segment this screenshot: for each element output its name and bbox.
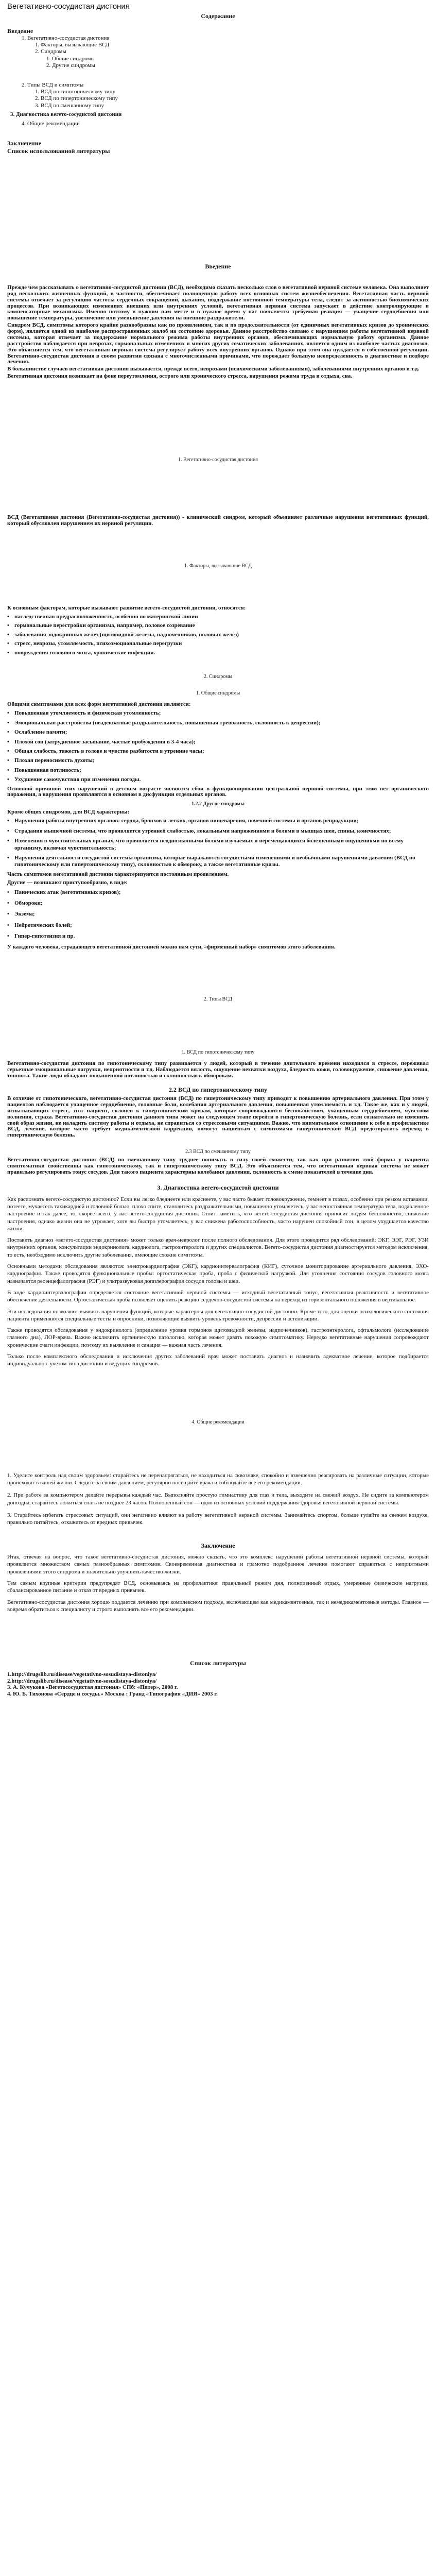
hypotonic-caption: 1. ВСД по гипотоническому типу xyxy=(181,1049,255,1055)
bullet-icon: • xyxy=(7,900,9,906)
syndromes-caption: 2. Синдромы xyxy=(203,674,233,680)
contents-heading: Содержание xyxy=(201,12,235,20)
list-item-text: Нарушения деятельности сосудистой системы организма, которые выражаются сосудистыми изменениями и необычными нарушениями давления (ВСД по гипотоническому или гипертоническому типу), склонностью к обмороку, а также вегетативные кризы. xyxy=(14,854,415,868)
conclusion-paragraph: Итак, отвечая на вопрос, что такое вегетативно-сосудистая дистония, можно сказать, что это комплекс нарушений работы вегетативной нервной системы, который проявляется множеством самых разнообразных симптомов. Своевременная диагностика и грамотно подобранное лечение помогают справиться с неприятными проявлениями этого синдрома и значительно улучшить качество жизни. xyxy=(7,1554,429,1575)
list-item-text: Плохая переносимость духоты; xyxy=(14,757,95,764)
bullet-icon: • xyxy=(7,838,9,844)
bullet-icon: • xyxy=(7,719,9,726)
list-item-text: Плохой сон (затрудненное засыпание, частые пробуждения в 3-4 часа); xyxy=(14,738,196,745)
bullet-icon: • xyxy=(7,922,9,928)
other-syndromes-outro: Часть симптомов вегетативной дистонии характеризуются постоянным проявлением. xyxy=(7,871,229,877)
bullet-icon: • xyxy=(7,631,9,638)
list-item xyxy=(7,614,429,620)
list-item xyxy=(7,729,429,736)
list-item xyxy=(7,739,429,745)
other-syndromes-list xyxy=(7,818,429,868)
toc-item[interactable]: 2. Другие синдромы xyxy=(46,62,95,69)
paroxysmal-list xyxy=(7,889,429,940)
list-item xyxy=(7,622,429,629)
bullet-icon: • xyxy=(7,757,9,764)
list-item xyxy=(7,776,429,783)
list-item xyxy=(7,818,429,824)
bullet-icon: • xyxy=(7,827,9,834)
list-item xyxy=(7,838,429,852)
conclusion-paragraph: Вегетативно-сосудистая дистония хорошо поддается лечению при комплексном подходе, включающем как медикаментозные, так и немедикаментозные методы. Главное — вовремя обратиться к специалисту и строго выполнять все его рекомендации. xyxy=(7,1599,429,1613)
factors-caption: 1. Факторы, вызывающие ВСД xyxy=(184,563,252,569)
list-item xyxy=(7,632,429,638)
bullet-icon: • xyxy=(7,911,9,918)
toc-item[interactable]: 2. Синдромы xyxy=(35,48,66,55)
bullet-icon: • xyxy=(7,818,9,824)
list-item-text: Повышенная потливость; xyxy=(14,767,81,773)
recommendation-item: 3. Старайтесь избегать стрессовых ситуаций, они негативно влияют на работу вегетативной нервной системы. Занимайтесь спортом, больше гуляйте на свежем воздухе, правильно питайтесь, откажитесь от вредных привычек. xyxy=(7,1512,429,1526)
hypertonic-text: В отличие от гипотонического, вегетативно-сосудистая дистония (ВСД) по гипертоническому типу приводит к повышению артериального давления. При этом у пациентов наблюдается учащенное сердцебиение, головные боли, колебания артериального давления, повышенная утомляемость и т.д. Такое же, как и у людей, испытывающих стресс, этот пациент, склонен к гипертоническим кризам, которые сопровождаются беспокойством, учащенным сердцебиением, чувством волнения, страха. Вегетативно-сосудистая дистония данного типа может на следующем этапе перейти в гипертоническую болезнь, если сознательно не изменить свой образ жизни, не наладить систему работы и отдыха, не справиться со стрессовыми ситуациями. Важно, что внимательное отношение к себе в профилактике ВСД, лечение, которое часто требует медикаментозной коррекции, помогут пациентам с симптомами гипертонической ВСД предотвратить переход в гипертоническую болезнь. xyxy=(7,1095,429,1139)
paroxysmal-intro: Другие — возникают приступообразно, в виде: xyxy=(7,879,128,886)
list-item xyxy=(7,640,429,647)
sources-list xyxy=(7,1671,429,1698)
list-item-text: Экзема; xyxy=(14,911,35,918)
toc-item[interactable]: 3. Диагностика вегето-сосудистой дистонии xyxy=(10,111,122,118)
mixed-caption: 2.3 ВСД по смешанному типу xyxy=(185,1149,251,1155)
intro-heading: Введение xyxy=(205,263,231,270)
bullet-icon: • xyxy=(7,710,9,717)
bullet-icon: • xyxy=(7,748,9,754)
list-item-text: Изменения в чувствительных органах, что проявляется неоднозначными болями изучаемых и перемещающихся болезненными ощущениями по всему организму, включая чувствительность; xyxy=(14,838,404,851)
diagnostics-paragraph: Только после комплексного обследования и исключения других заболеваний врач может поставить диагноз и назначить адекватное лечение, которое подбирается индивидуально с учетом типа дистонии и ведущих синдромов. xyxy=(7,1353,429,1367)
general-syndromes-intro: Общими симптомами для всех форм вегетативной дистонии являются: xyxy=(7,701,191,708)
mixed-text: Вегетативно-сосудистая дистония (ВСД) по смешанному типу труднее понимать в силу своей схожести, так как при развитии этой формы у пациента симптоматики свойственны как гипотоническому, так и гипертоническому типу ВСД. Это объясняется тем, что вегетативная нервная система не может правильно регулировать тонус сосудов. Для такого пациента характерны колебания давления, склонность к смене показателей в течение дня. xyxy=(7,1157,429,1176)
table-of-contents xyxy=(7,27,429,155)
diagnostics-paragraph: Эти исследования позволяют выявить нарушения функций, которые характерны для вегетативно-сосудистой дистонии. Кроме того, для оценки психологического состояния пациента применяются специальные тесты и опросники, позволяющие выявить уровень тревожности, депрессии и астенизации. xyxy=(7,1308,429,1322)
general-syndromes-outro: Основной причиной этих нарушений в детском возрасте являются сбои в функционировании центральной нервной системы, при этом нет органического поражения, а нарушения проявляются в основном в дисфункции отдельных органов. xyxy=(7,785,429,798)
bullet-icon: • xyxy=(7,640,9,647)
recommendation-item: 1. Уделите контроль над своим здоровьем: старайтесь не перенапрягаться, не находиться на сквозняке, спокойно и взвешенно реагировать на различные ситуации, которые происходят в вашей жизни. Следите за своим давлением, регулярно посещайте врача и соблюдайте все его рекомендации. xyxy=(7,1472,429,1486)
list-item xyxy=(7,767,429,774)
diagnostics-paragraph: Основными методами обследования являются: электрокардиография (ЭКГ), кардиоинтервалография (КИГ), суточное мониторирование артериального давления, ЭХО-кардиография. Также проводятся функциональные пробы: ортостатическая проба, проба с физической нагрузкой. Для уточнения состояния сосудов головного мозга назначается реоэнцефалография (РЭГ) и ультразвуковая допплерография сосудов головы и шеи. xyxy=(7,1263,429,1284)
intro-paragraph-1: Прежде чем рассказывать о вегетативно-сосудистой дистонии (ВСД), необходимо сказать несколько слов о вегетативной нервной системе человека. Она выполняет ряд нескольких жизненных функций, в частности, обеспечивает полноценную работу всех основных систем жизнеобеспечения. Вегетативная часть нервной системы отвечает за регуляцию частоты сердечных сокращений, дыхания, поддержание постоянной температуры тела, следит за активностью биохимических процессов. При возникающих изменениях внешних или внутренних условий, вегетативная нервная система запускает в действие контролирующие и компенсаторные механизмы. Именно поэтому в нужном нам месте и в нужное время у нас появляется требуемая реакция — учащение сердцебиения или повышение температуры, увеличение или уменьшение давления на внешние раздражители. xyxy=(7,284,429,321)
bullet-icon: • xyxy=(7,738,9,745)
sources-heading: Список литературы xyxy=(190,1659,246,1667)
list-item-text: Страдания мышечной системы, что проявляется утренней слабостью, локальными напряжениями и болями в мышцах шеи, спины, конечностях; xyxy=(14,827,391,834)
list-item-text: Ухудшение самочувствия при изменении погоды. xyxy=(14,776,141,783)
toc-item[interactable]: 1. Вегетативно-сосудистая дистония xyxy=(22,35,110,41)
factors-list xyxy=(7,614,429,656)
toc-item[interactable]: 2. ВСД по гипертоническому типу xyxy=(35,95,118,102)
bullet-icon: • xyxy=(7,767,9,773)
other-syndromes-caption: 1.2.2 Другие синдромы xyxy=(191,801,245,807)
list-item xyxy=(7,650,429,656)
factors-intro: К основным факторам, которые вызывают развитие вегето-сосудистой дистонии, относятся: xyxy=(7,605,246,612)
intro-paragraph-3: В большинстве случаев вегетативная дистония вызывается, прежде всего, неврозами (психическими заболеваниями), заболеваниями внутренних органов и т.д. xyxy=(7,366,420,372)
list-item-text: Панических атак (вегетативных кризов); xyxy=(14,889,121,895)
toc-sources[interactable]: Список использованной литературы xyxy=(7,147,110,155)
list-item-text: Нарушения работы внутренних органов: сердца, бронхов и легких, органов пищеварения, почечной системы и органов репродукции; xyxy=(14,818,359,824)
source-link[interactable]: 2.http://drugslib.ru/disease/vegetativno-sosudistaya-distoniya/ xyxy=(7,1677,157,1684)
toc-item[interactable]: 2. Типы ВСД и симптомы xyxy=(22,81,84,88)
list-item xyxy=(7,855,429,869)
toc-item[interactable]: 1. ВСД по гипотоническому типу xyxy=(35,88,116,95)
list-item-text: Общая слабость, тяжесть в голове и чувство разбитости в утренние часы; xyxy=(14,748,204,754)
list-item-text: наследственная предрасположенность, особенно по материнской линии xyxy=(14,614,198,620)
chapter-3-heading: 3. Диагностика вегето-сосудистой дистонии xyxy=(157,1184,279,1192)
intro-paragraph-2: Синдром ВСД, симптомы которого крайне разнообразны как по проявлениям, так и по продолжительности (от единичных вегетативных кризов до хронических форм), является одной из наиболее распространенных жалоб на состояние здоровья. Данное расстройство связано с нарушением работы вегетативной нервной системы, которая отвечает за поддержание нормального режима работы внутренних органов, обеспечивающих нормальную работу организма. Данное расстройство наблюдается при неврозах, гормональных изменениях и многих других соматических заболеваниях, является одним из наиболее частых диагнозов. Это объясняется тем, что вегетативная нервная система регулирует работу всех внутренних органов. Однако при этом она нуждается в собственной регуляции. Вегетативно-сосудистая дистония в своем развитии связана с многочисленными причинами, что порождает большую неопределенность в диагностике и подборе лечения. xyxy=(7,322,429,365)
source-item: 3. А. Кучукова «Вегетососудистая дистония» СПб: «Питер», 2008 г. xyxy=(7,1684,178,1691)
bullet-icon: • xyxy=(7,933,9,940)
bullet-icon: • xyxy=(7,649,9,656)
other-syndromes-intro: Кроме общих синдромов, для ВСД характерны: xyxy=(7,809,130,816)
list-item xyxy=(7,720,429,726)
diagnostics-paragraph: В ходе кардиоинтервалографии определяется состояние вегетативной нервной системы — исходный вегетативный тонус, вегетативная реактивность и вегетативное обеспечение деятельности. Ортостатическая проба позволяет оценить реакцию сердечно-сосудистой системы на переход из горизонтального положения в вертикальное. xyxy=(7,1289,429,1303)
hypertonic-caption: 2.2 ВСД по гипертоническому типу xyxy=(169,1086,267,1094)
list-item xyxy=(7,933,429,940)
list-item-text: повреждения головного мозга, хронические инфекции. xyxy=(14,649,155,656)
bullet-icon: • xyxy=(7,776,9,783)
hypotonic-text: Вегетативно-сосудистая дистония по гипотоническому типу развивается у людей, который в течение длительного времени находился в стрессе, переживал серьезные эмоциональные нагрузки, неприятности и т.д. Наблюдается вялость, ощущение нехватки воздуха, бледность кожи, головокружение, снижение давления, тошнота. Такие люди обладают повышенной потливостью и склонностью к обморокам. xyxy=(7,1060,429,1079)
chapter-1-caption: 1. Вегетативно-сосудистая дистония xyxy=(178,457,258,463)
list-item xyxy=(7,757,429,764)
list-item-text: гормональные перестройки организма, например, половое созревание xyxy=(14,622,195,629)
bullet-icon: • xyxy=(7,889,9,895)
general-syndromes-caption: 1. Общие синдромы xyxy=(196,690,240,697)
conclusion-heading: Заключение xyxy=(201,1541,235,1549)
list-item xyxy=(7,710,429,717)
intro-paragraph-4: Вегетативная дистония возникает на фоне переутомления, острого или хронического стресса, нарушения режима труда и отдыха, сна. xyxy=(7,373,353,380)
diagnostics-paragraph: Как распознать вегето-сосудистую дистонию? Если вы легко бледнеете или краснеете, у вас часто бывает головокружение, темнеет в глазах, особенно при резком вставании, потеете, мучаетесь тахикардией и головной болью, плохо спите, становитесь раздражительными, повышенно утомляетесь, у вас непостоянная температура тела, подавленное настроение и так далее, то, скорее всего, у вас вегето-сосудистая дистония. Стоит заметить, что вегето-сосудистая дистония приносит людям беспокойство, снижение настроения, однако жизни она не угрожает, хотя вы быстро утомляетесь, у вас снижена работоспособность, часто нарушен спокойный сон, в целом ухудшается качество жизни. xyxy=(7,1196,429,1232)
list-item xyxy=(7,748,429,755)
bullet-icon: • xyxy=(7,854,9,861)
diagnostics-paragraph: Также проводятся обследования у эндокринолога (определение уровня гормонов щитовидной железы, надпочечников), гастроэнтеролога, офтальмолога (исследование глазного дна), ЛОР-врача. Важно исключить органическую патологию, которая может давать похожую симптоматику. Нередко вегетативные нарушения сопровождают хронические очаги инфекции, поэтому их выявление и санация — важная часть лечения. xyxy=(7,1327,429,1348)
source-item: 4. Ю. Б. Тихонова «Сердце и сосуды.» Москва : Гранд «Типография «ДИЯ» 2003 г. xyxy=(7,1690,218,1697)
bullet-icon: • xyxy=(7,614,9,620)
paroxysmal-outro: У каждого человека, страдающего вегетативной дистонией можно нам сути, «фирменный набор» симптомов этого заболевания. xyxy=(7,943,336,950)
list-item xyxy=(7,889,429,896)
toc-item[interactable]: 3. ВСД по смешанному типу xyxy=(35,102,104,109)
toc-conclusion[interactable]: Заключение xyxy=(7,140,41,147)
list-item-text: Обмороки; xyxy=(14,900,43,906)
list-item-text: Ослабление памяти; xyxy=(14,729,67,736)
toc-item[interactable]: 1. Факторы, вызывающие ВСД xyxy=(35,41,110,48)
recommendations-caption: 4. Общие рекомендации xyxy=(191,1419,245,1425)
list-item-text: стресс, неврозы, утомляемость, психоэмоциональные перегрузки xyxy=(14,640,182,647)
list-item-text: Эмоциональная расстройства (неадекватные раздражительность, повышенная тревожность, склонность к депрессии); xyxy=(14,719,321,726)
bullet-icon: • xyxy=(7,729,9,736)
list-item xyxy=(7,900,429,907)
diagnostics-paragraph: Поставить диагноз «вегето-сосудистая дистония» может только врач-невролог после полного обследования. Для этого проводится ряд обследований: ЭКГ, ЭЭГ, РЭГ, УЗИ внутренних органов, консультации эндокринолога, кардиолога, гастроэнтеролога и других специалистов. Вегето-сосудистая дистония диагностируется методом исключения, то есть, необходимо исключить другие заболевания, имеющие схожие симптомы. xyxy=(7,1237,429,1258)
chapter-1-definition: ВСД (Вегетативная дистония (Вегетативно-сосудистая дистония)) - клинический синдром, который объединяет различные нарушения вегетативных функций, который обусловлен нарушением их нервной регуляции. xyxy=(7,514,429,527)
document-title: Вегетативно-сосудистая дистония xyxy=(7,2,130,11)
recommendation-item: 2. При работе за компьютером делайте перерывы каждый час. Выполняйте простую гимнастику для глаз и тела, выходите на свежий воздух. Не сидите за компьютером допоздна, старайтесь ложиться спать не позднее 23 часов. Полноценный сон — одно из основных условий поддержания здоровья вегетативной нервной системы. xyxy=(7,1492,429,1506)
bullet-icon: • xyxy=(7,622,9,629)
list-item xyxy=(7,922,429,929)
general-syndromes-list xyxy=(7,710,429,783)
toc-item[interactable]: 4. Общие рекомендации xyxy=(22,120,80,127)
chapter-2-caption: 2. Типы ВСД xyxy=(203,996,233,1003)
list-item-text: заболевания эндокринных желез (щитовидной железы, надпочечников, половых желез) xyxy=(14,631,239,638)
list-item-text: Нейротических болей; xyxy=(14,922,72,928)
list-item xyxy=(7,828,429,835)
source-link[interactable]: 1.http://drugslib.ru/disease/vegetativno-sosudistaya-distoniya/ xyxy=(7,1671,157,1677)
toc-intro[interactable]: Введение xyxy=(7,27,33,35)
toc-item[interactable]: 1. Общие синдромы xyxy=(46,55,95,62)
list-item-text: Повышенная утомляемость и физическая утомленность; xyxy=(14,710,161,717)
list-item xyxy=(7,911,429,918)
list-item-text: Гипер-гипотензия и пр. xyxy=(14,933,75,940)
conclusion-paragraph: Тем самым крупные критерии предупредят ВСД, основываясь на профилактике: правильный режим дня, полноценный отдых, умеренные физические нагрузки, сбалансированное питание и отказ от вредных привычек. xyxy=(7,1580,429,1594)
